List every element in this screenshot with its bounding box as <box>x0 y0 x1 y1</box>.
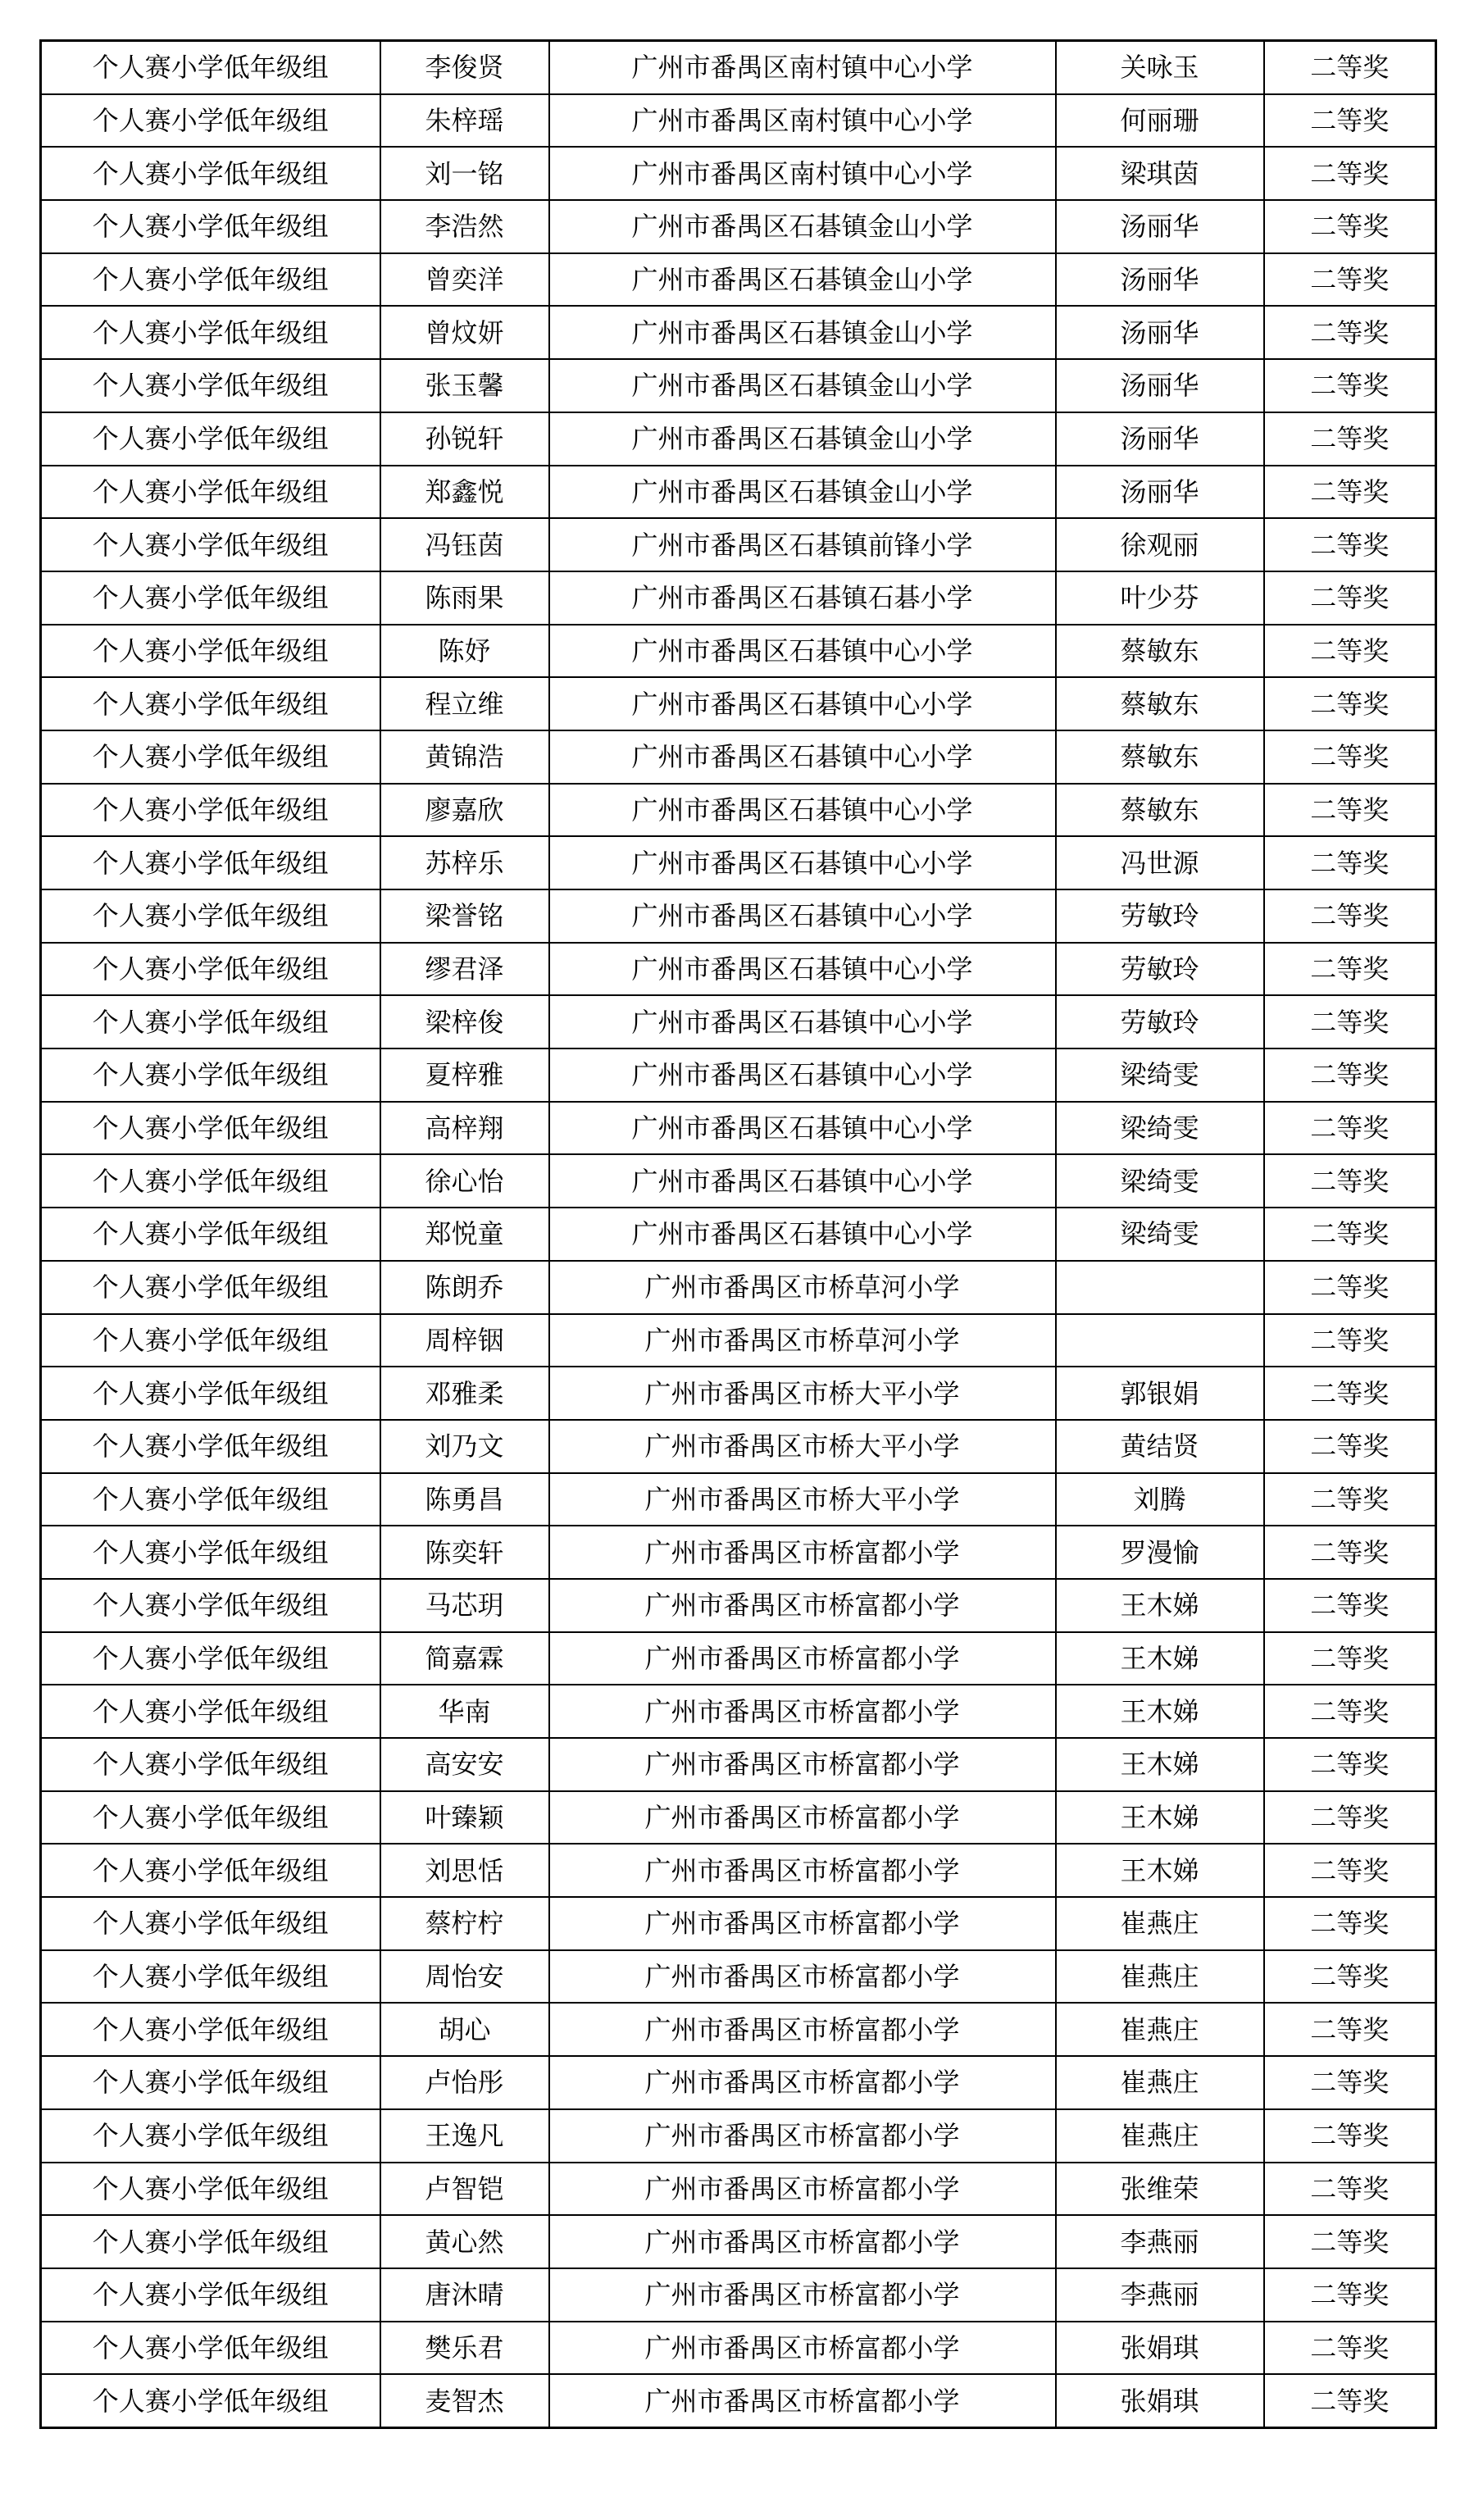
award-cell: 二等奖 <box>1264 412 1436 466</box>
award-list-page <box>39 39 1435 2429</box>
award-cell: 二等奖 <box>1264 943 1436 996</box>
school-cell: 广州市番禺区石碁镇前锋小学 <box>549 518 1056 571</box>
category-cell: 个人赛小学低年级组 <box>41 2268 380 2322</box>
award-cell: 二等奖 <box>1264 1579 1436 1632</box>
award-cell: 二等奖 <box>1264 625 1436 678</box>
award-cell: 二等奖 <box>1264 2322 1436 2375</box>
category-cell: 个人赛小学低年级组 <box>41 359 380 412</box>
award-cell: 二等奖 <box>1264 1526 1436 1579</box>
award-cell: 二等奖 <box>1264 1102 1436 1155</box>
category-cell: 个人赛小学低年级组 <box>41 466 380 519</box>
student-name-cell: 黄心然 <box>380 2215 549 2268</box>
award-cell: 二等奖 <box>1264 1314 1436 1367</box>
table-row <box>41 1102 1436 1155</box>
table-row <box>41 1526 1436 1579</box>
award-cell: 二等奖 <box>1264 518 1436 571</box>
school-cell: 广州市番禺区石碁镇金山小学 <box>549 359 1056 412</box>
table-row <box>41 784 1436 837</box>
school-cell: 广州市番禺区市桥富都小学 <box>549 1844 1056 1897</box>
school-cell: 广州市番禺区石碁镇石碁小学 <box>549 571 1056 625</box>
category-cell: 个人赛小学低年级组 <box>41 1579 380 1632</box>
table-row <box>41 2215 1436 2268</box>
table-row <box>41 466 1436 519</box>
award-cell: 二等奖 <box>1264 1208 1436 1261</box>
school-cell: 广州市番禺区石碁镇中心小学 <box>549 1154 1056 1208</box>
teacher-cell: 叶少芬 <box>1056 571 1264 625</box>
award-table <box>39 39 1437 2429</box>
category-cell: 个人赛小学低年级组 <box>41 306 380 359</box>
school-cell: 广州市番禺区石碁镇中心小学 <box>549 836 1056 889</box>
student-name-cell: 马芯玥 <box>380 1579 549 1632</box>
table-row <box>41 1473 1436 1526</box>
table-row <box>41 625 1436 678</box>
category-cell: 个人赛小学低年级组 <box>41 2215 380 2268</box>
category-cell: 个人赛小学低年级组 <box>41 2109 380 2163</box>
table-row <box>41 1791 1436 1845</box>
award-cell: 二等奖 <box>1264 889 1436 943</box>
category-cell: 个人赛小学低年级组 <box>41 730 380 784</box>
table-row <box>41 518 1436 571</box>
teacher-cell: 王木娣 <box>1056 1844 1264 1897</box>
teacher-cell: 汤丽华 <box>1056 359 1264 412</box>
table-row <box>41 200 1436 253</box>
student-name-cell: 苏梓乐 <box>380 836 549 889</box>
award-cell: 二等奖 <box>1264 200 1436 253</box>
teacher-cell: 关咏玉 <box>1056 41 1264 94</box>
teacher-cell: 崔燕庄 <box>1056 1950 1264 2004</box>
teacher-cell: 王木娣 <box>1056 1579 1264 1632</box>
table-row <box>41 253 1436 307</box>
school-cell: 广州市番禺区市桥大平小学 <box>549 1473 1056 1526</box>
school-cell: 广州市番禺区市桥富都小学 <box>549 1526 1056 1579</box>
category-cell: 个人赛小学低年级组 <box>41 2056 380 2109</box>
student-name-cell: 卢智铠 <box>380 2163 549 2216</box>
student-name-cell: 陈雨果 <box>380 571 549 625</box>
student-name-cell: 梁梓俊 <box>380 995 549 1048</box>
student-name-cell: 郑鑫悦 <box>380 466 549 519</box>
table-row <box>41 1208 1436 1261</box>
teacher-cell: 郭银娟 <box>1056 1367 1264 1420</box>
table-row <box>41 306 1436 359</box>
table-row <box>41 359 1436 412</box>
award-cell: 二等奖 <box>1264 1738 1436 1791</box>
teacher-cell: 劳敏玲 <box>1056 943 1264 996</box>
teacher-cell: 劳敏玲 <box>1056 889 1264 943</box>
category-cell: 个人赛小学低年级组 <box>41 253 380 307</box>
award-cell: 二等奖 <box>1264 466 1436 519</box>
table-row <box>41 677 1436 730</box>
school-cell: 广州市番禺区市桥富都小学 <box>549 1897 1056 1950</box>
category-cell: 个人赛小学低年级组 <box>41 1314 380 1367</box>
student-name-cell: 李俊贤 <box>380 41 549 94</box>
table-row <box>41 1261 1436 1314</box>
category-cell: 个人赛小学低年级组 <box>41 1738 380 1791</box>
student-name-cell: 刘思恬 <box>380 1844 549 1897</box>
table-row <box>41 2056 1436 2109</box>
student-name-cell: 陈奕轩 <box>380 1526 549 1579</box>
teacher-cell: 崔燕庄 <box>1056 1897 1264 1950</box>
school-cell: 广州市番禺区市桥草河小学 <box>549 1261 1056 1314</box>
category-cell: 个人赛小学低年级组 <box>41 1154 380 1208</box>
category-cell: 个人赛小学低年级组 <box>41 2322 380 2375</box>
student-name-cell: 陈勇昌 <box>380 1473 549 1526</box>
school-cell: 广州市番禺区南村镇中心小学 <box>549 147 1056 200</box>
school-cell: 广州市番禺区南村镇中心小学 <box>549 94 1056 148</box>
teacher-cell: 蔡敏东 <box>1056 625 1264 678</box>
student-name-cell: 曾奕洋 <box>380 253 549 307</box>
table-row <box>41 147 1436 200</box>
table-row <box>41 1579 1436 1632</box>
student-name-cell: 缪君泽 <box>380 943 549 996</box>
table-row <box>41 1685 1436 1738</box>
student-name-cell: 叶臻颖 <box>380 1791 549 1845</box>
category-cell: 个人赛小学低年级组 <box>41 571 380 625</box>
award-cell: 二等奖 <box>1264 1897 1436 1950</box>
award-cell: 二等奖 <box>1264 1154 1436 1208</box>
student-name-cell: 高安安 <box>380 1738 549 1791</box>
student-name-cell: 刘一铭 <box>380 147 549 200</box>
school-cell: 广州市番禺区市桥大平小学 <box>549 1420 1056 1473</box>
table-row <box>41 2163 1436 2216</box>
award-cell: 二等奖 <box>1264 995 1436 1048</box>
category-cell: 个人赛小学低年级组 <box>41 147 380 200</box>
student-name-cell: 樊乐君 <box>380 2322 549 2375</box>
category-cell: 个人赛小学低年级组 <box>41 995 380 1048</box>
student-name-cell: 王逸凡 <box>380 2109 549 2163</box>
table-row <box>41 94 1436 148</box>
school-cell: 广州市番禺区市桥富都小学 <box>549 1685 1056 1738</box>
school-cell: 广州市番禺区石碁镇中心小学 <box>549 1102 1056 1155</box>
teacher-cell: 汤丽华 <box>1056 306 1264 359</box>
table-row <box>41 1154 1436 1208</box>
award-cell: 二等奖 <box>1264 784 1436 837</box>
table-row <box>41 1632 1436 1685</box>
table-row <box>41 995 1436 1048</box>
award-cell: 二等奖 <box>1264 2215 1436 2268</box>
student-name-cell: 蔡柠柠 <box>380 1897 549 1950</box>
school-cell: 广州市番禺区石碁镇中心小学 <box>549 784 1056 837</box>
student-name-cell: 陈朗乔 <box>380 1261 549 1314</box>
award-cell: 二等奖 <box>1264 1048 1436 1102</box>
category-cell: 个人赛小学低年级组 <box>41 1685 380 1738</box>
category-cell: 个人赛小学低年级组 <box>41 1420 380 1473</box>
school-cell: 广州市番禺区石碁镇中心小学 <box>549 943 1056 996</box>
table-row <box>41 1897 1436 1950</box>
category-cell: 个人赛小学低年级组 <box>41 943 380 996</box>
teacher-cell: 汤丽华 <box>1056 466 1264 519</box>
teacher-cell: 李燕丽 <box>1056 2268 1264 2322</box>
table-row <box>41 1048 1436 1102</box>
school-cell: 广州市番禺区市桥富都小学 <box>549 2003 1056 2056</box>
category-cell: 个人赛小学低年级组 <box>41 1526 380 1579</box>
teacher-cell: 徐观丽 <box>1056 518 1264 571</box>
category-cell: 个人赛小学低年级组 <box>41 41 380 94</box>
teacher-cell: 蔡敏东 <box>1056 677 1264 730</box>
student-name-cell: 孙锐轩 <box>380 412 549 466</box>
category-cell: 个人赛小学低年级组 <box>41 2003 380 2056</box>
award-cell: 二等奖 <box>1264 1367 1436 1420</box>
award-cell: 二等奖 <box>1264 1950 1436 2004</box>
student-name-cell: 张玉馨 <box>380 359 549 412</box>
school-cell: 广州市番禺区市桥富都小学 <box>549 2109 1056 2163</box>
school-cell: 广州市番禺区石碁镇金山小学 <box>549 306 1056 359</box>
award-cell: 二等奖 <box>1264 2374 1436 2427</box>
category-cell: 个人赛小学低年级组 <box>41 94 380 148</box>
teacher-cell: 王木娣 <box>1056 1632 1264 1685</box>
school-cell: 广州市番禺区市桥富都小学 <box>549 1791 1056 1845</box>
teacher-cell: 梁琪茵 <box>1056 147 1264 200</box>
category-cell: 个人赛小学低年级组 <box>41 1844 380 1897</box>
school-cell: 广州市番禺区市桥富都小学 <box>549 1632 1056 1685</box>
table-row <box>41 1314 1436 1367</box>
award-cell: 二等奖 <box>1264 2109 1436 2163</box>
student-name-cell: 华南 <box>380 1685 549 1738</box>
table-row <box>41 2374 1436 2427</box>
award-cell: 二等奖 <box>1264 2003 1436 2056</box>
award-cell: 二等奖 <box>1264 2163 1436 2216</box>
student-name-cell: 程立维 <box>380 677 549 730</box>
award-cell: 二等奖 <box>1264 147 1436 200</box>
award-cell: 二等奖 <box>1264 359 1436 412</box>
student-name-cell: 高梓翔 <box>380 1102 549 1155</box>
school-cell: 广州市番禺区市桥富都小学 <box>549 1950 1056 2004</box>
teacher-cell <box>1056 1314 1264 1367</box>
category-cell: 个人赛小学低年级组 <box>41 836 380 889</box>
student-name-cell: 麦智杰 <box>380 2374 549 2427</box>
table-row <box>41 2109 1436 2163</box>
teacher-cell: 刘腾 <box>1056 1473 1264 1526</box>
student-name-cell: 朱梓瑶 <box>380 94 549 148</box>
award-cell: 二等奖 <box>1264 94 1436 148</box>
school-cell: 广州市番禺区石碁镇中心小学 <box>549 677 1056 730</box>
award-cell: 二等奖 <box>1264 1261 1436 1314</box>
teacher-cell: 王木娣 <box>1056 1685 1264 1738</box>
student-name-cell: 周梓铟 <box>380 1314 549 1367</box>
award-cell: 二等奖 <box>1264 1844 1436 1897</box>
award-cell: 二等奖 <box>1264 306 1436 359</box>
teacher-cell: 梁绮雯 <box>1056 1102 1264 1155</box>
school-cell: 广州市番禺区市桥大平小学 <box>549 1367 1056 1420</box>
category-cell: 个人赛小学低年级组 <box>41 784 380 837</box>
teacher-cell: 崔燕庄 <box>1056 2109 1264 2163</box>
student-name-cell: 梁誉铭 <box>380 889 549 943</box>
school-cell: 广州市番禺区石碁镇金山小学 <box>549 200 1056 253</box>
teacher-cell: 梁绮雯 <box>1056 1048 1264 1102</box>
award-cell: 二等奖 <box>1264 571 1436 625</box>
category-cell: 个人赛小学低年级组 <box>41 677 380 730</box>
school-cell: 广州市番禺区市桥草河小学 <box>549 1314 1056 1367</box>
teacher-cell: 汤丽华 <box>1056 253 1264 307</box>
teacher-cell: 汤丽华 <box>1056 200 1264 253</box>
teacher-cell: 崔燕庄 <box>1056 2003 1264 2056</box>
school-cell: 广州市番禺区市桥富都小学 <box>549 2056 1056 2109</box>
student-name-cell: 夏梓雅 <box>380 1048 549 1102</box>
category-cell: 个人赛小学低年级组 <box>41 1208 380 1261</box>
teacher-cell: 张维荣 <box>1056 2163 1264 2216</box>
teacher-cell: 冯世源 <box>1056 836 1264 889</box>
table-row <box>41 2268 1436 2322</box>
award-cell: 二等奖 <box>1264 1685 1436 1738</box>
student-name-cell: 周怡安 <box>380 1950 549 2004</box>
category-cell: 个人赛小学低年级组 <box>41 1473 380 1526</box>
school-cell: 广州市番禺区石碁镇中心小学 <box>549 995 1056 1048</box>
student-name-cell: 陈妤 <box>380 625 549 678</box>
category-cell: 个人赛小学低年级组 <box>41 1791 380 1845</box>
award-cell: 二等奖 <box>1264 677 1436 730</box>
school-cell: 广州市番禺区石碁镇金山小学 <box>549 253 1056 307</box>
award-cell: 二等奖 <box>1264 1473 1436 1526</box>
table-row <box>41 412 1436 466</box>
school-cell: 广州市番禺区石碁镇金山小学 <box>549 412 1056 466</box>
school-cell: 广州市番禺区市桥富都小学 <box>549 2268 1056 2322</box>
award-cell: 二等奖 <box>1264 1632 1436 1685</box>
student-name-cell: 冯钰茵 <box>380 518 549 571</box>
school-cell: 广州市番禺区市桥富都小学 <box>549 2374 1056 2427</box>
teacher-cell: 李燕丽 <box>1056 2215 1264 2268</box>
table-row <box>41 836 1436 889</box>
teacher-cell: 蔡敏东 <box>1056 730 1264 784</box>
school-cell: 广州市番禺区市桥富都小学 <box>549 1738 1056 1791</box>
category-cell: 个人赛小学低年级组 <box>41 1950 380 2004</box>
school-cell: 广州市番禺区石碁镇中心小学 <box>549 1048 1056 1102</box>
table-row <box>41 943 1436 996</box>
category-cell: 个人赛小学低年级组 <box>41 518 380 571</box>
category-cell: 个人赛小学低年级组 <box>41 1102 380 1155</box>
student-name-cell: 刘乃文 <box>380 1420 549 1473</box>
table-row <box>41 571 1436 625</box>
student-name-cell: 邓雅柔 <box>380 1367 549 1420</box>
award-cell: 二等奖 <box>1264 1791 1436 1845</box>
category-cell: 个人赛小学低年级组 <box>41 1897 380 1950</box>
teacher-cell: 汤丽华 <box>1056 412 1264 466</box>
school-cell: 广州市番禺区市桥富都小学 <box>549 2163 1056 2216</box>
table-row <box>41 1420 1436 1473</box>
category-cell: 个人赛小学低年级组 <box>41 1367 380 1420</box>
award-cell: 二等奖 <box>1264 2268 1436 2322</box>
teacher-cell: 劳敏玲 <box>1056 995 1264 1048</box>
category-cell: 个人赛小学低年级组 <box>41 2374 380 2427</box>
school-cell: 广州市番禺区石碁镇金山小学 <box>549 466 1056 519</box>
teacher-cell: 梁绮雯 <box>1056 1208 1264 1261</box>
teacher-cell <box>1056 1261 1264 1314</box>
category-cell: 个人赛小学低年级组 <box>41 1048 380 1102</box>
award-table-body <box>41 41 1436 2428</box>
student-name-cell: 简嘉霖 <box>380 1632 549 1685</box>
award-cell: 二等奖 <box>1264 730 1436 784</box>
student-name-cell: 廖嘉欣 <box>380 784 549 837</box>
student-name-cell: 胡心 <box>380 2003 549 2056</box>
school-cell: 广州市番禺区市桥富都小学 <box>549 2215 1056 2268</box>
table-row <box>41 1738 1436 1791</box>
teacher-cell: 崔燕庄 <box>1056 2056 1264 2109</box>
table-row <box>41 730 1436 784</box>
category-cell: 个人赛小学低年级组 <box>41 1632 380 1685</box>
student-name-cell: 李浩然 <box>380 200 549 253</box>
table-row <box>41 2003 1436 2056</box>
student-name-cell: 唐沐晴 <box>380 2268 549 2322</box>
award-cell: 二等奖 <box>1264 1420 1436 1473</box>
table-row <box>41 2322 1436 2375</box>
table-row <box>41 41 1436 94</box>
teacher-cell: 罗漫愉 <box>1056 1526 1264 1579</box>
school-cell: 广州市番禺区石碁镇中心小学 <box>549 1208 1056 1261</box>
category-cell: 个人赛小学低年级组 <box>41 1261 380 1314</box>
teacher-cell: 梁绮雯 <box>1056 1154 1264 1208</box>
teacher-cell: 蔡敏东 <box>1056 784 1264 837</box>
award-cell: 二等奖 <box>1264 836 1436 889</box>
school-cell: 广州市番禺区石碁镇中心小学 <box>549 889 1056 943</box>
category-cell: 个人赛小学低年级组 <box>41 625 380 678</box>
school-cell: 广州市番禺区南村镇中心小学 <box>549 41 1056 94</box>
teacher-cell: 王木娣 <box>1056 1738 1264 1791</box>
table-row <box>41 1844 1436 1897</box>
award-cell: 二等奖 <box>1264 41 1436 94</box>
student-name-cell: 曾炆妍 <box>380 306 549 359</box>
table-row <box>41 1367 1436 1420</box>
teacher-cell: 张娟琪 <box>1056 2322 1264 2375</box>
student-name-cell: 徐心怡 <box>380 1154 549 1208</box>
category-cell: 个人赛小学低年级组 <box>41 200 380 253</box>
teacher-cell: 王木娣 <box>1056 1791 1264 1845</box>
award-cell: 二等奖 <box>1264 253 1436 307</box>
category-cell: 个人赛小学低年级组 <box>41 412 380 466</box>
table-row <box>41 889 1436 943</box>
school-cell: 广州市番禺区市桥富都小学 <box>549 1579 1056 1632</box>
student-name-cell: 卢怡彤 <box>380 2056 549 2109</box>
teacher-cell: 何丽珊 <box>1056 94 1264 148</box>
school-cell: 广州市番禺区石碁镇中心小学 <box>549 730 1056 784</box>
table-row <box>41 1950 1436 2004</box>
student-name-cell: 黄锦浩 <box>380 730 549 784</box>
teacher-cell: 黄结贤 <box>1056 1420 1264 1473</box>
student-name-cell: 郑悦童 <box>380 1208 549 1261</box>
school-cell: 广州市番禺区石碁镇中心小学 <box>549 625 1056 678</box>
teacher-cell: 张娟琪 <box>1056 2374 1264 2427</box>
category-cell: 个人赛小学低年级组 <box>41 889 380 943</box>
school-cell: 广州市番禺区市桥富都小学 <box>549 2322 1056 2375</box>
award-cell: 二等奖 <box>1264 2056 1436 2109</box>
category-cell: 个人赛小学低年级组 <box>41 2163 380 2216</box>
